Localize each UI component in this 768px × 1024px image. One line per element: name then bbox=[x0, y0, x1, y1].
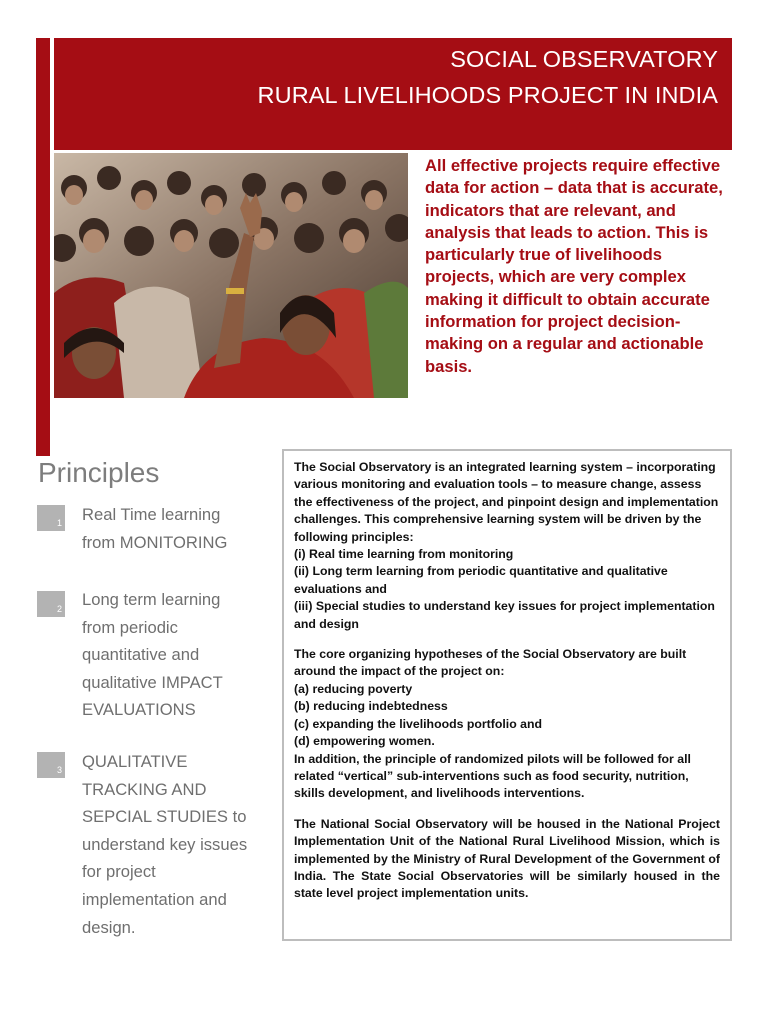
info-paragraph-2 bbox=[294, 646, 720, 803]
header-title-line1: SOCIAL OBSERVATORY bbox=[450, 46, 718, 72]
left-accent-bar bbox=[36, 38, 50, 456]
info-paragraph-3: The National Social Observatory will be housed in the National Project Implementation Unit of the National Rural Livelihood Mission, which is implemented by the Ministry of Rural Development of the Government of India. The State Social Observatories will be similarly housed in the state level project implementation units. bbox=[294, 816, 720, 901]
info-principle-item-i: (i) Real time learning from monitoring bbox=[294, 547, 514, 562]
info-paragraph-2-text: The core organizing hypotheses of the Social Observatory are built around the impact of the project on: bbox=[294, 647, 687, 679]
principle-number-1: 1 bbox=[37, 505, 65, 531]
principle-item-3: QUALITATIVE TRACKING AND SEPCIAL STUDIES to understand key issues for project implementation and design. bbox=[82, 752, 248, 937]
header-title-line2: RURAL LIVELIHOODS PROJECT IN INDIA bbox=[257, 82, 718, 108]
principles-title: Principles bbox=[38, 457, 160, 488]
info-paragraph-1-text: The Social Observatory is an integrated learning system – incorporating various monitoring and evaluation tools – to measure change, assess the effectiveness of the project, and pinpoint design and implementation challenges. This comprehensive learning system will be driven by the following principles: bbox=[294, 460, 719, 544]
principle-item-2: Long term learning from periodic quantitative and qualitative IMPACT EVALUATIONS bbox=[82, 590, 223, 720]
crowd-photo-illustration bbox=[54, 153, 408, 398]
principle-number-3: 3 bbox=[37, 752, 65, 778]
info-box bbox=[282, 449, 732, 941]
info-hypothesis-d: (d) empowering women. bbox=[294, 734, 435, 749]
crowd-photo bbox=[54, 153, 408, 398]
info-principle-item-iii: (iii) Special studies to understand key issues for project implementation and design bbox=[294, 599, 715, 631]
info-paragraph-1 bbox=[294, 459, 720, 633]
principle-number-2: 2 bbox=[37, 591, 65, 617]
info-principle-item-ii: (ii) Long term learning from periodic quantitative and qualitative evaluations and bbox=[294, 564, 668, 596]
intro-text: All effective projects require effective data for action – data that is accurate, indicators that are relevant, and analysis that leads to action. This is particularly true of livelihoods projects, which are very complex making it difficult to obtain accurate information for project decision-making on a regular and actionable basis. bbox=[425, 156, 723, 376]
info-paragraph-2-followup: In addition, the principle of randomized pilots will be followed for all related “vertical” sub-interventions such as food security, nutrition, skills development, and livelihoods interventions. bbox=[294, 751, 691, 801]
info-hypothesis-a: (a) reducing poverty bbox=[294, 681, 413, 696]
info-hypothesis-b: (b) reducing indebtedness bbox=[294, 699, 448, 714]
info-hypothesis-c: (c) expanding the livelihoods portfolio and bbox=[294, 716, 542, 731]
header-banner bbox=[54, 38, 732, 150]
principle-item-1: Real Time learning from MONITORING bbox=[82, 505, 228, 552]
